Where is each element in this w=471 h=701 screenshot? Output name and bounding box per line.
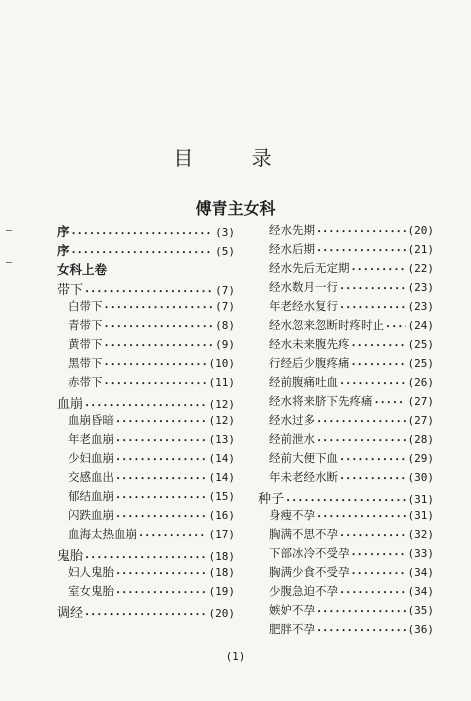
toc-entry[interactable] — [57, 241, 235, 260]
toc-entry[interactable] — [57, 450, 235, 469]
book-title: 傅青主女科 — [195, 199, 276, 218]
margin-mark — [6, 262, 12, 263]
toc-entry-label: 经水数月一行 — [269, 280, 338, 294]
toc-entry-label: 闪跌血崩 — [68, 508, 114, 522]
dot-leader — [85, 609, 206, 620]
dot-leader — [340, 587, 406, 598]
toc-entry[interactable] — [57, 374, 235, 393]
dot-leader — [317, 226, 406, 237]
toc-entry[interactable] — [57, 431, 235, 450]
toc-entry-page: (14) — [208, 471, 235, 484]
toc-entry-page: (16) — [208, 509, 235, 522]
toc-entry[interactable] — [258, 317, 434, 336]
toc-entry[interactable] — [258, 602, 434, 621]
toc-entry-page: (24) — [407, 319, 434, 332]
toc-entry-label: 血崩昏暗 — [68, 413, 114, 427]
toc-left-column — [57, 222, 235, 621]
toc-entry-label: 肥胖不孕 — [269, 622, 315, 636]
dot-leader — [317, 435, 406, 446]
toc-entry[interactable] — [57, 222, 235, 241]
dot-leader — [85, 552, 206, 563]
toc-entry-label: 经水先期 — [269, 223, 315, 237]
toc-entry-page: (28) — [407, 433, 434, 446]
toc-entry-page: (27) — [407, 395, 434, 408]
toc-entry-page: (13) — [208, 433, 235, 446]
toc-entry-page: (18) — [208, 550, 235, 563]
toc-entry[interactable] — [258, 298, 434, 317]
toc-entry-label: 带下 — [57, 283, 84, 298]
toc-entry[interactable] — [258, 222, 434, 241]
toc-entry-page: (35) — [407, 604, 434, 617]
toc-entry-label: 种子 — [258, 492, 285, 507]
toc-entry-label: 黄带下 — [68, 337, 103, 351]
toc-entry[interactable] — [57, 279, 235, 298]
toc-entry[interactable] — [57, 488, 235, 507]
dot-leader — [340, 530, 406, 541]
toc-entry[interactable] — [258, 526, 434, 545]
toc-entry[interactable] — [258, 279, 434, 298]
toc-entry-label: 室女鬼胎 — [68, 584, 114, 598]
toc-entry-label: 少腹急迫不孕 — [269, 584, 338, 598]
toc-entry-label: 妇人鬼胎 — [68, 565, 114, 579]
toc-entry-label: 序 — [57, 243, 70, 258]
toc-entry-label: 经水将来脐下先疼痛 — [269, 394, 373, 408]
toc-entry[interactable] — [258, 374, 434, 393]
dot-leader — [352, 568, 406, 579]
toc-entry-label: 经前大便下血 — [269, 451, 338, 465]
dot-leader — [317, 625, 406, 636]
toc-entry-page: (9) — [215, 338, 235, 351]
dot-leader — [116, 568, 207, 579]
page-title: 目 录 — [173, 146, 298, 170]
toc-entry-label: 年未老经水断 — [269, 470, 338, 484]
toc-entry-label: 经水未来腹先疼 — [269, 337, 350, 351]
toc-entry-label: 黑带下 — [68, 356, 103, 370]
toc-entry[interactable] — [57, 412, 235, 431]
dot-leader — [116, 435, 207, 446]
toc-entry-label: 嫉妒不孕 — [269, 603, 315, 617]
toc-entry[interactable] — [258, 621, 434, 640]
dot-leader — [340, 302, 406, 313]
dot-leader — [105, 340, 214, 351]
toc-entry-label: 经水过多 — [269, 413, 315, 427]
toc-entry-page: (34) — [407, 585, 434, 598]
toc-entry-label: 经前腹痛吐血 — [269, 375, 338, 389]
toc-entry-page: (23) — [407, 281, 434, 294]
toc-entry[interactable] — [258, 412, 434, 431]
toc-entry[interactable] — [258, 450, 434, 469]
toc-entry-page: (18) — [208, 566, 235, 579]
toc-entry-label: 年老血崩 — [68, 432, 114, 446]
toc-entry-page: (15) — [208, 490, 235, 503]
toc-entry-page: (25) — [407, 357, 434, 370]
toc-entry-label: 血崩 — [57, 397, 84, 412]
toc-entry-label: 经前泄水 — [269, 432, 315, 446]
toc-entry-label: 交感血出 — [68, 470, 114, 484]
dot-leader — [105, 378, 207, 389]
toc-entry-page: (12) — [208, 398, 235, 411]
dot-leader — [116, 416, 207, 427]
toc-entry[interactable] — [258, 355, 434, 374]
toc-entry-page: (30) — [407, 471, 434, 484]
toc-entry-label: 经水后期 — [269, 242, 315, 256]
toc-entry-page: (3) — [215, 226, 235, 239]
toc-entry[interactable] — [57, 526, 235, 545]
dot-leader — [375, 397, 406, 408]
toc-entry-page: (7) — [215, 284, 235, 297]
toc-entry-page: (27) — [407, 414, 434, 427]
dot-leader — [116, 492, 207, 503]
toc-entry[interactable] — [258, 431, 434, 450]
toc-entry-page: (17) — [208, 528, 235, 541]
toc-entry-label: 身瘦不孕 — [269, 508, 315, 522]
dot-leader — [85, 286, 213, 297]
toc-entry[interactable] — [258, 393, 434, 412]
toc-entry-label: 经水先后无定期 — [269, 261, 350, 275]
toc-entry[interactable] — [57, 564, 235, 583]
dot-leader — [340, 454, 406, 465]
toc-entry[interactable] — [258, 469, 434, 488]
dot-leader — [317, 511, 406, 522]
toc-entry-label: 胸满少食不受孕 — [269, 565, 350, 579]
dot-leader — [352, 359, 406, 370]
toc-entry[interactable] — [57, 545, 235, 564]
toc-entry-label: 少妇血崩 — [68, 451, 114, 465]
dot-leader — [340, 283, 406, 294]
toc-entry-page: (14) — [208, 452, 235, 465]
page-number: (1) — [225, 650, 246, 663]
toc-entry[interactable] — [258, 564, 434, 583]
dot-leader — [105, 321, 214, 332]
toc-entry-label: 白带下 — [68, 299, 103, 313]
toc-entry[interactable] — [57, 317, 235, 336]
toc-entry-page: (25) — [407, 338, 434, 351]
toc-entry-label: 调经 — [57, 606, 84, 621]
toc-entry-label: 郁结血崩 — [68, 489, 114, 503]
toc-entry-label: 序 — [57, 224, 70, 239]
toc-entry-label: 赤带下 — [68, 375, 103, 389]
dot-leader — [286, 495, 405, 506]
toc-entry[interactable] — [57, 298, 235, 317]
dot-leader — [85, 400, 206, 411]
toc-entry[interactable] — [57, 336, 235, 355]
toc-entry-page: (5) — [215, 245, 235, 258]
dot-leader — [116, 587, 207, 598]
toc-entry-label: 经水忽来忽断时疼时止 — [269, 318, 384, 332]
toc-entry-page: (31) — [407, 493, 434, 506]
toc-entry-page: (32) — [407, 528, 434, 541]
toc-entry-page: (8) — [215, 319, 235, 332]
toc-entry[interactable] — [258, 488, 434, 507]
toc-entry-page: (21) — [407, 243, 434, 256]
toc-entry-label: 下部冰冷不受孕 — [269, 546, 350, 560]
dot-leader — [317, 416, 406, 427]
dot-leader — [352, 549, 406, 560]
toc-entry[interactable] — [57, 393, 235, 412]
dot-leader — [340, 378, 406, 389]
toc-entry[interactable] — [57, 469, 235, 488]
toc-entry-label: 血海太热血崩 — [68, 527, 137, 541]
toc-entry-label: 年老经水复行 — [269, 299, 338, 313]
toc-entry[interactable] — [258, 545, 434, 564]
toc-entry-label: 胸满不思不孕 — [269, 527, 338, 541]
margin-mark — [6, 230, 12, 231]
toc-entry-page: (29) — [407, 452, 434, 465]
toc-entry-page: (20) — [208, 607, 235, 620]
toc-entry-page: (12) — [208, 414, 235, 427]
toc-entry-page: (19) — [208, 585, 235, 598]
toc-entry-page: (20) — [407, 224, 434, 237]
toc-entry-label: 青带下 — [68, 318, 103, 332]
toc-entry-page: (10) — [208, 357, 235, 370]
dot-leader — [340, 473, 406, 484]
toc-entry[interactable] — [258, 507, 434, 526]
toc-entry[interactable] — [57, 507, 235, 526]
dot-leader — [352, 264, 406, 275]
toc-right-column — [258, 222, 434, 640]
toc-entry[interactable] — [258, 260, 434, 279]
toc-entry-page: (33) — [407, 547, 434, 560]
dot-leader — [352, 340, 406, 351]
dot-leader — [72, 247, 214, 258]
dot-leader — [139, 530, 207, 541]
toc-entry-page: (36) — [407, 623, 434, 636]
dot-leader — [386, 321, 406, 332]
dot-leader — [317, 245, 406, 256]
toc-entry[interactable] — [258, 583, 434, 602]
dot-leader — [105, 359, 207, 370]
toc-entry-label: 鬼胎 — [57, 549, 84, 564]
toc-entry[interactable] — [57, 583, 235, 602]
dot-leader — [116, 454, 207, 465]
toc-entry-page: (23) — [407, 300, 434, 313]
toc-entry-page: (7) — [215, 300, 235, 313]
toc-entry-page: (34) — [407, 566, 434, 579]
toc-entry-page: (11) — [208, 376, 235, 389]
dot-leader — [72, 228, 214, 239]
toc-entry-page: (31) — [407, 509, 434, 522]
dot-leader — [116, 511, 207, 522]
dot-leader — [116, 473, 207, 484]
toc-entry[interactable] — [258, 336, 434, 355]
toc-entry-page: (22) — [407, 262, 434, 275]
toc-entry[interactable] — [57, 260, 235, 279]
toc-entry-label: 女科上卷 — [57, 262, 108, 277]
toc-entry-label: 行经后少腹疼痛 — [269, 356, 350, 370]
toc-entry[interactable] — [258, 241, 434, 260]
toc-entry[interactable] — [57, 355, 235, 374]
toc-entry[interactable] — [57, 602, 235, 621]
dot-leader — [105, 302, 214, 313]
dot-leader — [317, 606, 406, 617]
toc-entry-page: (26) — [407, 376, 434, 389]
